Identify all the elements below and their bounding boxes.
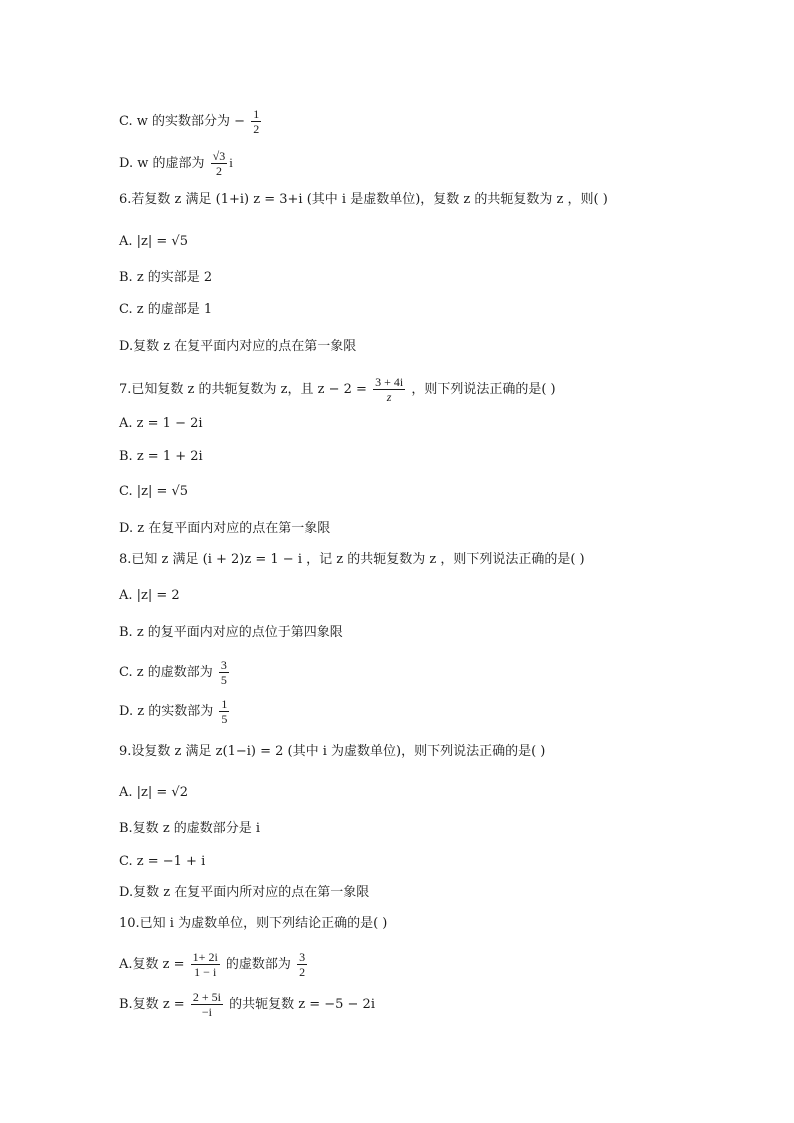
option-10b <box>119 990 375 1019</box>
option-6d: D.复数 z 在复平面内对应的点在第一象限 <box>119 339 357 354</box>
option-text: A.复数 z = <box>119 957 185 972</box>
option-8d <box>119 697 231 726</box>
option-text: B.复数 z = <box>119 997 185 1012</box>
option-6b: B. z 的实部是 2 <box>119 270 213 285</box>
question-9: 9.设复数 z 满足 z(1−i) = 2 (其中 i 为虚数单位)，则下列说法正确的是( ) <box>119 744 546 759</box>
question-7 <box>119 375 556 404</box>
fraction: $\frac{√3}{2}$ <box>212 149 226 178</box>
option-7a: A. z = 1 − 2i <box>119 416 203 431</box>
option-5c <box>119 107 263 136</box>
option-9a: A. |z| = √2 <box>119 785 188 800</box>
option-8a: A. |z| = 2 <box>119 588 180 603</box>
option-10a <box>119 950 309 979</box>
fraction: $\frac{1+ 2i}{1 - i}$ <box>192 950 218 979</box>
option-9b: B.复数 z 的虚数部分是 i <box>119 821 261 836</box>
fraction: $\frac{3 + 4i}{z}$ <box>375 375 404 404</box>
option-7b: B. z = 1 + 2i <box>119 449 203 464</box>
option-text: C. z 的虚数部为 <box>119 665 213 680</box>
fraction: $\frac{1}{5}$ <box>221 697 228 726</box>
option-suffix: i <box>229 155 233 170</box>
question-text: 7.已知复数 z 的共轭复数为 z，且 z − 2 = <box>119 382 367 397</box>
fraction: $\frac{3}{2}$ <box>299 950 306 979</box>
question-8: 8.已知 z 满足 (i + 2)z = 1 − i ，记 z 的共轭复数为 z ，则下列说法正确的是( ) <box>119 552 585 567</box>
fraction: $\frac{2 + 5i}{-i}$ <box>192 990 221 1019</box>
option-6a: A. |z| = √5 <box>119 234 188 249</box>
option-9d: D.复数 z 在复平面内所对应的点在第一象限 <box>119 885 370 900</box>
option-text: D. z 的实数部为 <box>119 704 214 719</box>
option-text: D. w 的虚部为 <box>119 156 205 171</box>
question-text-tail: ，则下列说法正确的是( ) <box>411 382 556 397</box>
option-text-tail: 的虚数部为 <box>225 957 291 972</box>
option-7c: C. |z| = √5 <box>119 484 189 499</box>
option-7d: D. z 在复平面内对应的点在第一象限 <box>119 521 331 536</box>
question-6: 6.若复数 z 满足 (1+i) z = 3+i (其中 i 是虚数单位)，复数 z 的共轭复数为 z ，则( ) <box>119 192 608 207</box>
option-6c: C. z 的虚部是 1 <box>119 302 213 317</box>
question-10: 10.已知 i 为虚数单位，则下列结论正确的是( ) <box>119 916 388 931</box>
option-9c: C. z = −1 + i <box>119 854 206 869</box>
option-text: C. w 的实数部分为 − <box>119 114 246 129</box>
option-8b: B. z 的复平面内对应的点位于第四象限 <box>119 625 343 640</box>
fraction: $\frac{3}{5}$ <box>220 658 227 687</box>
option-8c <box>119 658 231 687</box>
option-text-tail: 的共轭复数 z = −5 − 2i <box>229 997 375 1012</box>
fraction: $\frac{1}{2}$ <box>253 107 260 136</box>
option-5d <box>119 149 233 178</box>
